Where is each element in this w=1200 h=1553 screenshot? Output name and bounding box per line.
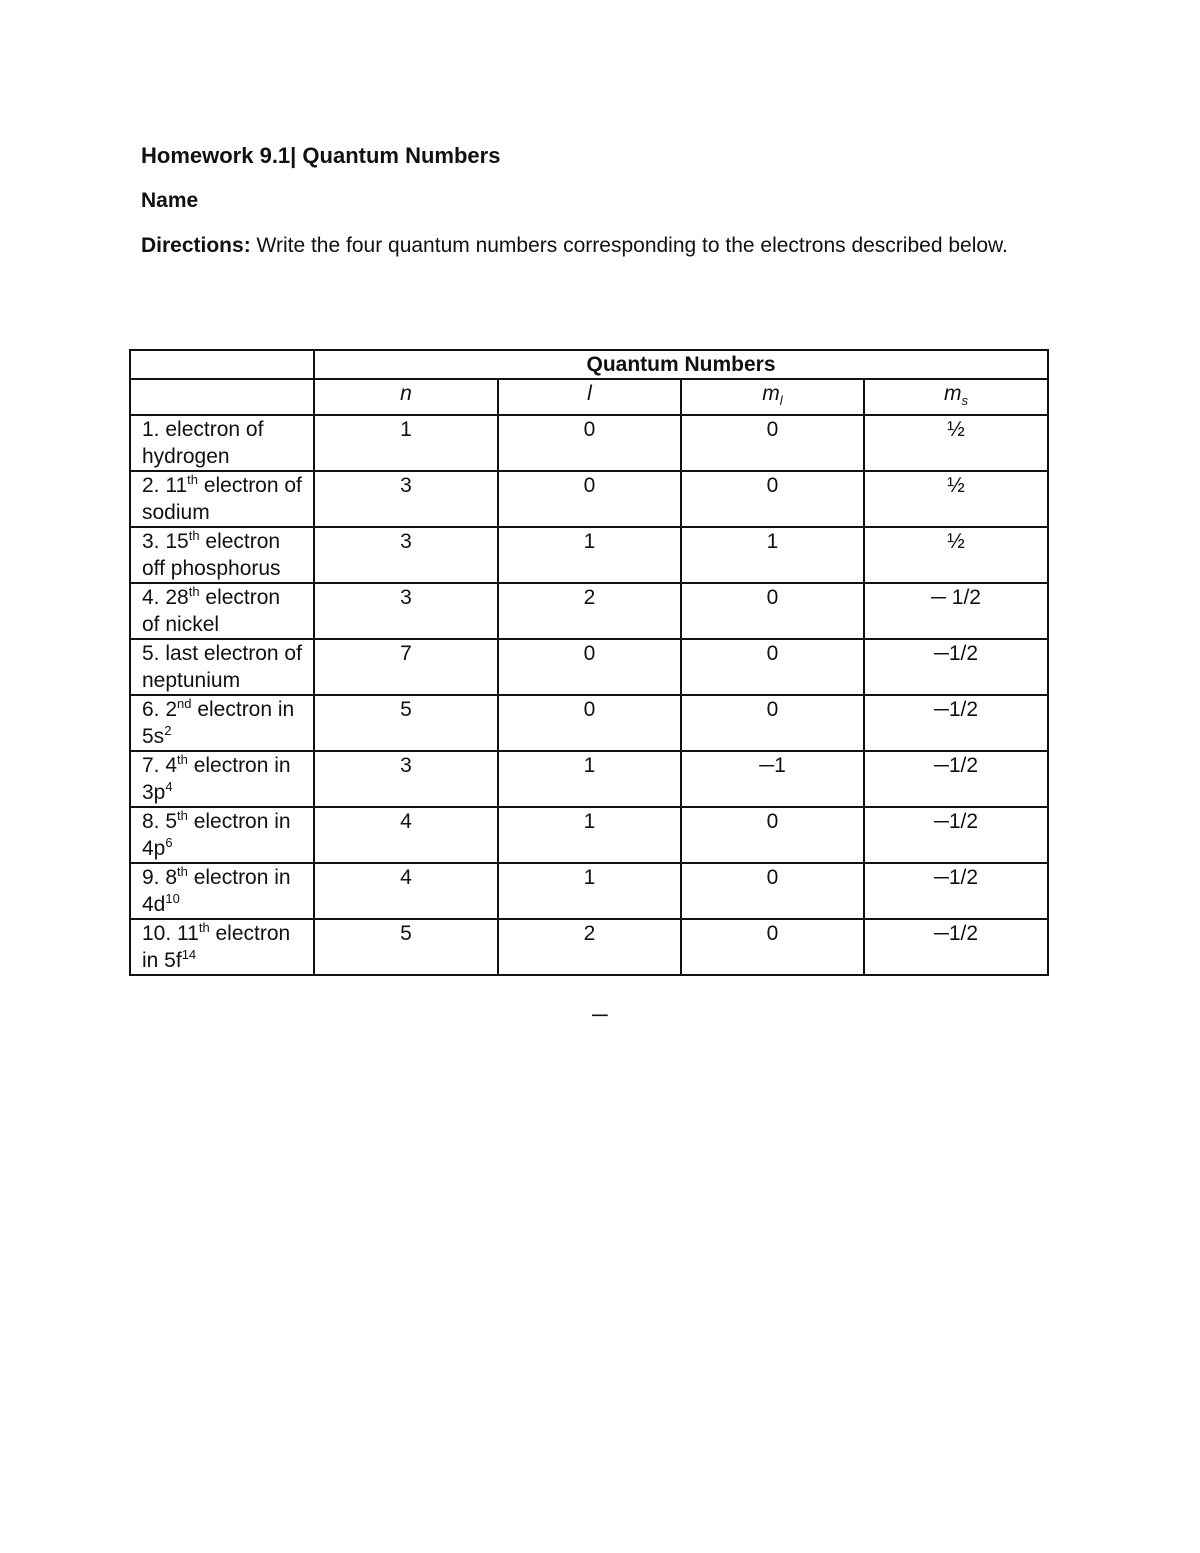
- electron-description: [130, 695, 314, 751]
- table-row: [130, 863, 1048, 919]
- cell-n: 5: [314, 919, 498, 975]
- cell-ms: ─1/2: [864, 807, 1048, 863]
- electron-description: [130, 863, 314, 919]
- description-text-cont: electron of sodium: [142, 474, 302, 525]
- cell-l: 0: [498, 639, 681, 695]
- electron-description: [130, 807, 314, 863]
- quantum-numbers-header: Quantum Numbers: [314, 350, 1048, 379]
- cell-l: 1: [498, 807, 681, 863]
- ordinal-suffix: th: [198, 920, 210, 936]
- table-row: [130, 583, 1048, 639]
- cell-ml: 0: [681, 471, 864, 527]
- cell-l: 1: [498, 863, 681, 919]
- description-text: 9. 8: [142, 866, 178, 890]
- cell-ml: 0: [681, 639, 864, 695]
- description-text-cont: electron off phosphorus: [142, 530, 281, 581]
- column-header-n: n: [314, 379, 498, 415]
- cell-ms: ½: [864, 415, 1048, 471]
- cell-l: 0: [498, 695, 681, 751]
- electron-description: [130, 751, 314, 807]
- description-text: 3. 15: [142, 530, 189, 554]
- cell-ms: ─1/2: [864, 919, 1048, 975]
- name-label: Name: [141, 189, 199, 212]
- description-text: 7. 4: [142, 754, 178, 778]
- table-corner-cell-2: [130, 379, 314, 415]
- table-column-header-row: [130, 379, 1048, 415]
- table-row: [130, 807, 1048, 863]
- cell-l: 0: [498, 471, 681, 527]
- cell-ms: ─1/2: [864, 639, 1048, 695]
- cell-l: 2: [498, 919, 681, 975]
- description-text-cont: electron in 5s: [142, 698, 295, 749]
- description-text-cont: electron in 4d: [142, 866, 291, 917]
- cell-n: 4: [314, 863, 498, 919]
- column-header-l: l: [498, 379, 681, 415]
- table-row: [130, 919, 1048, 975]
- electron-description: [130, 583, 314, 639]
- description-text-cont: electron in 4p: [142, 810, 291, 861]
- cell-ml: 0: [681, 807, 864, 863]
- cell-ml: ─1: [681, 751, 864, 807]
- cell-n: 7: [314, 639, 498, 695]
- directions-label: Directions:: [141, 234, 251, 257]
- cell-ml: 0: [681, 695, 864, 751]
- ordinal-suffix: th: [177, 864, 188, 880]
- page-title: Homework 9.1| Quantum Numbers: [141, 143, 501, 168]
- cell-ms: ½: [864, 471, 1048, 527]
- description-text: 6. 2: [142, 698, 178, 722]
- electron-description: [130, 471, 314, 527]
- cell-ml: 0: [681, 415, 864, 471]
- ordinal-suffix: nd: [177, 696, 192, 712]
- cell-ml: 1: [681, 527, 864, 583]
- cell-l: 2: [498, 583, 681, 639]
- table-corner-cell: [130, 350, 314, 379]
- cell-n: 5: [314, 695, 498, 751]
- description-text-cont: electron in 5f: [142, 922, 291, 973]
- table-row: [130, 415, 1048, 471]
- cell-n: 3: [314, 751, 498, 807]
- table-row: [130, 527, 1048, 583]
- cell-n: 3: [314, 583, 498, 639]
- electron-description: [130, 919, 314, 975]
- cell-ms: ─1/2: [864, 863, 1048, 919]
- directions-paragraph: [141, 231, 1061, 261]
- description-text-cont: electron of nickel: [142, 586, 281, 637]
- orbital-superscript: 14: [181, 947, 197, 963]
- cell-ms: ─ 1/2: [864, 583, 1048, 639]
- cell-ml: 0: [681, 919, 864, 975]
- description-text: 5. last electron of neptunium: [142, 642, 302, 693]
- table-row: [130, 695, 1048, 751]
- description-text: 1. electron of hydrogen: [142, 418, 264, 469]
- cell-l: 1: [498, 751, 681, 807]
- cell-n: 3: [314, 471, 498, 527]
- column-header-ml: [681, 379, 864, 415]
- ms-subscript: s: [961, 393, 969, 409]
- description-text: 2. 11: [142, 474, 188, 498]
- ordinal-suffix: th: [188, 528, 200, 544]
- orbital-superscript: 4: [165, 779, 173, 795]
- cell-n: 1: [314, 415, 498, 471]
- table-row: [130, 471, 1048, 527]
- table-group-header-row: [130, 350, 1048, 379]
- orbital-superscript: 10: [165, 891, 180, 907]
- cell-l: 0: [498, 415, 681, 471]
- orbital-superscript: 2: [164, 723, 172, 739]
- description-text-cont: electron in 3p: [142, 754, 291, 805]
- ordinal-suffix: th: [187, 472, 198, 488]
- cell-ms: ─1/2: [864, 751, 1048, 807]
- ml-subscript: l: [779, 393, 783, 409]
- description-text: 10. 11: [142, 922, 199, 946]
- footer-dash: ─: [592, 1002, 608, 1027]
- ml-symbol: m: [762, 382, 780, 405]
- electron-description: [130, 415, 314, 471]
- cell-ms: ─1/2: [864, 695, 1048, 751]
- directions-text: Write the four quantum numbers corresponding to the electrons described below.: [250, 234, 1008, 257]
- cell-l: 1: [498, 527, 681, 583]
- cell-ms: ½: [864, 527, 1048, 583]
- electron-description: [130, 527, 314, 583]
- table-row: [130, 639, 1048, 695]
- cell-ml: 0: [681, 863, 864, 919]
- ordinal-suffix: th: [188, 584, 200, 600]
- ordinal-suffix: th: [177, 808, 188, 824]
- electron-description: [130, 639, 314, 695]
- cell-n: 4: [314, 807, 498, 863]
- cell-n: 3: [314, 527, 498, 583]
- orbital-superscript: 6: [165, 835, 173, 851]
- cell-ml: 0: [681, 583, 864, 639]
- description-text: 8. 5: [142, 810, 178, 834]
- quantum-numbers-table: [129, 349, 1049, 976]
- column-header-ms: [864, 379, 1048, 415]
- ordinal-suffix: th: [177, 752, 188, 768]
- ms-symbol: m: [944, 382, 962, 405]
- table-row: [130, 751, 1048, 807]
- description-text: 4. 28: [142, 586, 189, 610]
